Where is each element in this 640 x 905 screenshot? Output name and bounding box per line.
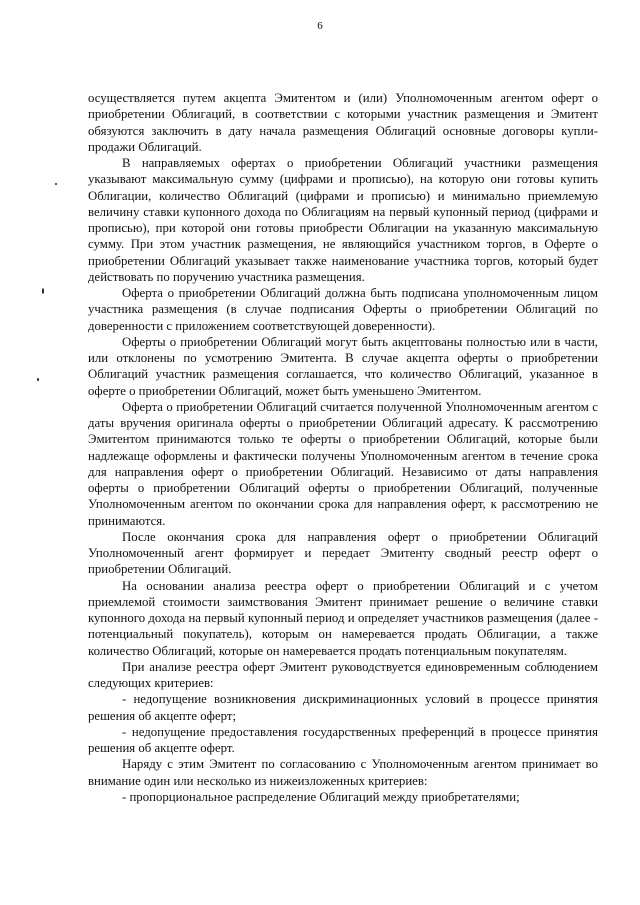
scan-speck	[37, 378, 39, 381]
paragraph: Оферта о приобретении Облигаций считается полученной Уполномоченным агентом с даты вручения оригинала оферты о приобретении Облигаций адресату. К рассмотрению Эмитентом принимаются только те оферты о приобретении Облигаций, которые были надлежаще оформлены и фактически получены Уполномоченным агентом в течение срока для направления оферт о приобретении Облигаций. Независимо от даты направления оферты о приобретении Облигаций оферты о приобретении Облигаций, полученные Уполномоченным агентом по окончании срока для направления оферт, к рассмотрению не принимаются.	[88, 399, 598, 528]
list-item: - недопущение возникновения дискриминационных условий в процессе принятия решения об акцепте оферт;	[88, 692, 598, 723]
list-item: - пропорциональное распределение Облигаций между приобретателями;	[122, 789, 520, 804]
paragraph: Оферта о приобретении Облигаций должна быть подписана уполномоченным лицом участника размещения (в случае подписания Оферты о приобретении Облигаций по доверенности с приложением соответствующей доверенности).	[88, 286, 598, 333]
list-item: - недопущение предоставления государственных преференций в процессе принятия решения об акцепте оферт.	[88, 724, 598, 755]
paragraph: Оферты о приобретении Облигаций могут быть акцептованы полностью или в части, или отклонены по усмотрению Эмитента. В случае акцепта оферты о приобретении Облигаций участник размещения соглашается, что количество Облигаций, указанное в оферте о приобретении Облигаций, может быть уменьшено Эмитентом.	[88, 334, 598, 398]
paragraph: Наряду с этим Эмитент по согласованию с Уполномоченным агентом принимает во внимание один или несколько из нижеизложенных критериев:	[88, 757, 598, 788]
scan-speck	[55, 183, 57, 185]
page-number: 6	[317, 20, 323, 32]
paragraph: При анализе реестра оферт Эмитент руководствуется единовременным соблюдением следующих критериев:	[88, 659, 598, 690]
paragraph: После окончания срока для направления оферт о приобретении Облигаций Уполномоченный агент формирует и передает Эмитенту сводный реестр оферт о приобретении Облигаций.	[88, 529, 598, 577]
document-body	[88, 90, 598, 805]
paragraph: В направляемых офертах о приобретении Облигаций участники размещения указывают максимальную сумму (цифрами и прописью), на которую они готовы купить Облигации, количество Облигаций (цифрами и прописью) и минимально приемлемую величину ставки купонного дохода по Облигациям на первый купонный период (цифрами и прописью), при которой они готовы приобрести Облигации на указанную максимальную сумму. При этом участник размещения, не являющийся участником торгов, в Оферте о приобретении Облигаций указывает также наименование участника торгов, который будет действовать по поручению участника размещения.	[88, 156, 598, 284]
paragraph: осуществляется путем акцепта Эмитентом и (или) Уполномоченным агентом оферт о приобретении Облигаций, в соответствии с которыми участник размещения и Эмитент обязуются заключить в дату начала размещения Облигаций основные договоры купли-продажи Облигаций.	[88, 91, 598, 154]
scan-speck	[42, 288, 44, 294]
paragraph: На основании анализа реестра оферт о приобретении Облигаций и с учетом приемлемой стоимости заимствования Эмитент принимает решение о величине ставки купонного дохода на первый купонный период и определяет участников размещения (далее - потенциальный покупатель), которым он намеревается продать Облигации, а также количество Облигаций, которые он намеревается продать потенциальным покупателям.	[88, 578, 598, 658]
